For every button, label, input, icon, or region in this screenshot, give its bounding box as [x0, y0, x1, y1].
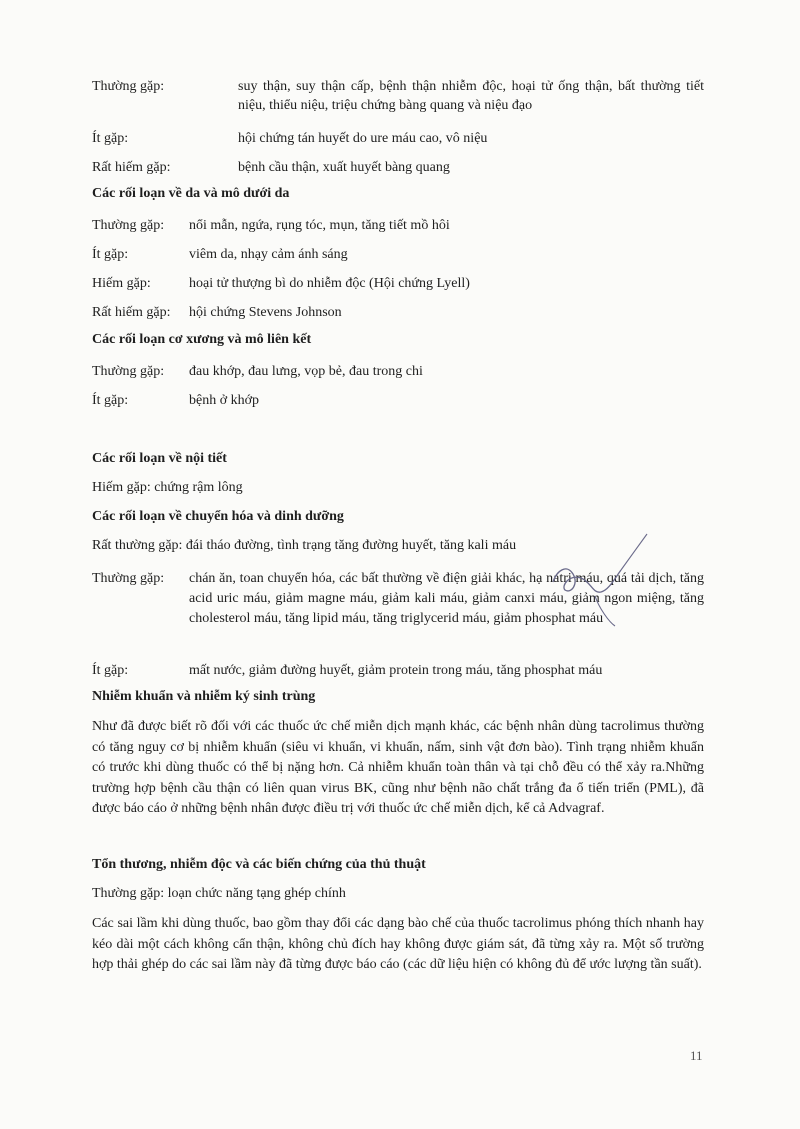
frequency-label: Hiếm gặp:	[92, 276, 151, 291]
frequency-label: Rất hiếm gặp:	[92, 160, 171, 175]
frequency-label: Thường gặp:	[92, 218, 165, 233]
frequency-label: Ít gặp:	[92, 131, 129, 146]
handwritten-signature	[535, 530, 655, 630]
frequency-label: Rất hiếm gặp:	[92, 305, 171, 320]
metabolism-heading: Các rối loạn về chuyển hóa và dinh dưỡng	[92, 509, 344, 524]
frequency-text: chán ăn, toan chuyển hóa, các bất thường về điện giải khác, hạ natri máu, quá tải dịch, tăng acid uric máu, giảm magne máu, giảm kali máu, giảm canxi máu, giảm ngon miệng, tăng cholesterol máu, tăng lipid máu, tăng triglycerid máu, giảm phosphat máu	[189, 571, 704, 626]
infection-paragraph: Như đã được biết rõ đối với các thuốc ức chế miễn dịch mạnh khác, các bệnh nhân dùng tacrolimus thường có tăng nguy cơ bị nhiễm khuẩn (siêu vi khuẩn, vi khuẩn, nấm, sinh vật đơn bào). Tình trạng nhiễm khuẩn có trước khi dùng thuốc có thể bị nặng hơn. Cả nhiễm khuẩn toàn thân và tại chỗ đều có thể xảy ra.Những trường hợp bệnh cầu thận có liên quan virus BK, cũng như bệnh não chất trắng đa ổ tiến triển (PML), đã được báo cáo ở những bệnh nhân được điều trị với thuốc ức chế miễn dịch, kể cả Advagraf.	[92, 719, 704, 816]
frequency-text: hội chứng tán huyết do ure máu cao, vô niệu	[238, 131, 488, 146]
musculo-heading: Các rối loạn cơ xương và mô liên kết	[92, 332, 312, 347]
frequency-label: Ít gặp:	[92, 393, 129, 408]
frequency-text: hoại tử thượng bì do nhiễm độc (Hội chứng Lyell)	[189, 276, 470, 291]
infection-heading: Nhiễm khuẩn và nhiễm ký sinh trùng	[92, 689, 316, 704]
frequency-label: Ít gặp:	[92, 247, 129, 262]
frequency-text: đau khớp, đau lưng, vọp bẻ, đau trong chi	[189, 364, 423, 379]
endocrine-rare-line: Hiếm gặp: chứng rậm lông	[92, 480, 243, 495]
frequency-label: Thường gặp:	[92, 364, 165, 379]
frequency-text: viêm da, nhạy cảm ánh sáng	[189, 247, 348, 262]
frequency-text: mất nước, giảm đường huyết, giảm protein trong máu, tăng phosphat máu	[189, 663, 603, 678]
injury-heading: Tổn thương, nhiễm độc và các biến chứng của thủ thuật	[92, 857, 426, 872]
metabolism-very-common-line: Rất thường gặp: đái tháo đường, tình trạng tăng đường huyết, tăng kali máu	[92, 538, 517, 553]
injury-common-line: Thường gặp: loạn chức năng tạng ghép chính	[92, 886, 346, 901]
skin-heading: Các rối loạn về da và mô dưới da	[92, 186, 290, 201]
frequency-label: Thường gặp:	[92, 571, 165, 586]
frequency-label: Ít gặp:	[92, 663, 129, 678]
page-number: 11	[690, 1048, 703, 1063]
kidney-common-row	[92, 77, 704, 117]
injury-paragraph: Các sai lầm khi dùng thuốc, bao gồm thay đổi các dạng bào chế của thuốc tacrolimus phóng thích nhanh hay kéo dài một cách không cẩn thận, không chủ đích hay không được giám sát, đã từng xảy ra. Một số trường hợp thải ghép do các sai lầm này đã từng được báo cáo (các dữ liệu hiện có không đủ để ước lượng tần suất).	[92, 916, 704, 972]
endocrine-heading: Các rối loạn về nội tiết	[92, 451, 227, 466]
frequency-text: bệnh ở khớp	[189, 393, 260, 408]
frequency-text: hội chứng Stevens Johnson	[189, 305, 342, 320]
frequency-text: nổi mẫn, ngứa, rụng tóc, mụn, tăng tiết mồ hôi	[189, 218, 450, 233]
frequency-text: suy thận, suy thận cấp, bệnh thận nhiễm độc, hoại tử ống thận, bất thường tiết niệu, thiểu niệu, triệu chứng bàng quang và niệu đạo	[238, 79, 704, 113]
frequency-text: bệnh cầu thận, xuất huyết bàng quang	[238, 160, 450, 175]
frequency-label: Thường gặp:	[92, 79, 165, 94]
